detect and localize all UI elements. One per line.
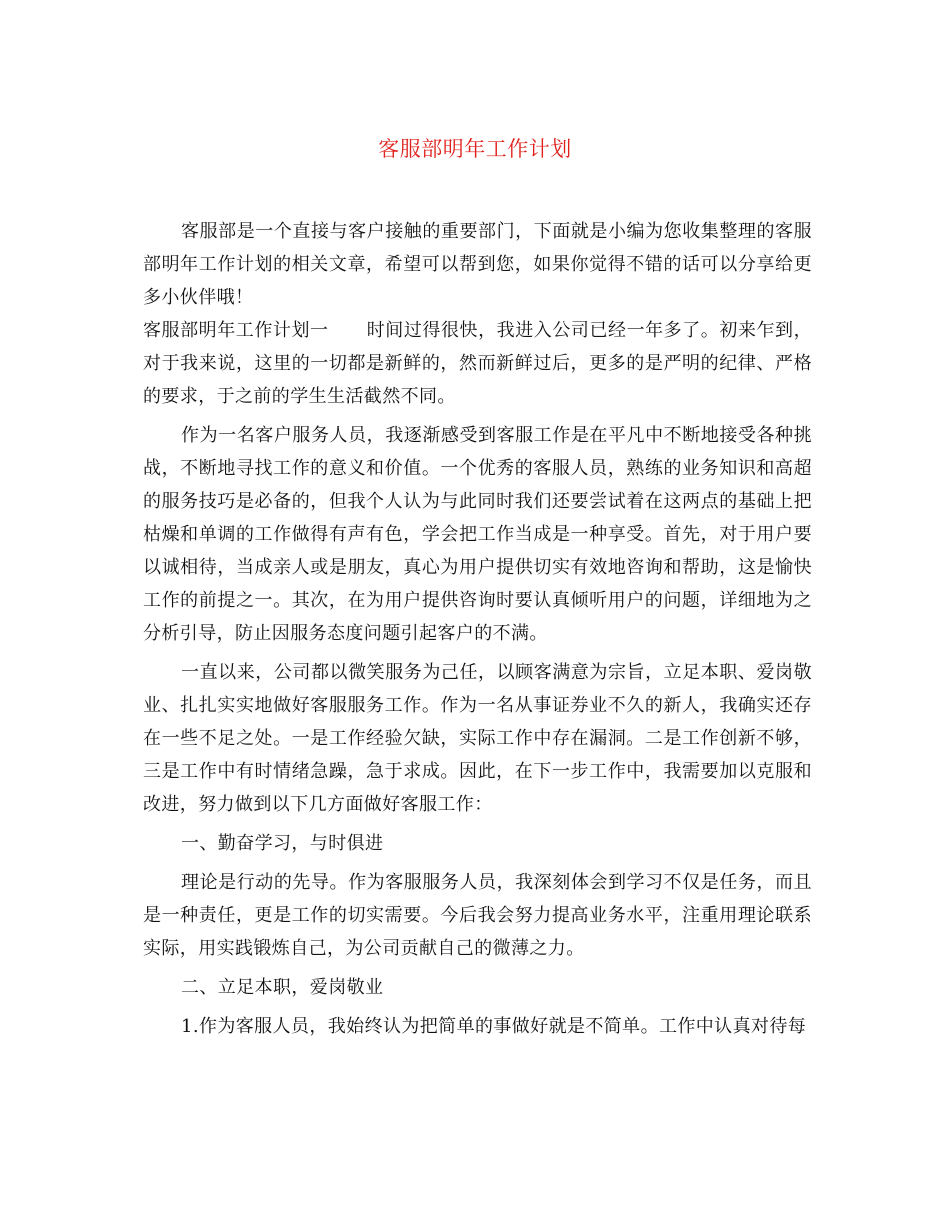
document-body: [143, 215, 812, 1043]
subheading-2: 二、立足本职，爱岗敬业: [181, 977, 384, 998]
section-text: 时间过得很快，我进入公司已经一年多了。初来乍到，对于我来说，这里的一切都是新鲜的，然而新鲜过后，更多的是严明的纪律、严格的要求，于之前的学生生活截然不同。: [143, 320, 812, 407]
intro-paragraph: 客服部是一个直接与客户接触的重要部门，下面就是小编为您收集整理的客服部明年工作计划的相关文章，希望可以帮到您，如果你觉得不错的话可以分享给更多小伙伴哦！: [143, 221, 812, 308]
section-label: 客服部明年工作计划一: [143, 320, 329, 341]
section-paragraph: [143, 314, 812, 413]
body-paragraph-4: 理论是行动的先导。作为客服服务人员，我深刻体会到学习不仅是任务，而且是一种责任，更是工作的切实需要。今后我会努力提高业务水平，注重用理论联系实际，用实践锻炼自己，为公司贡献自己的微薄之力。: [143, 872, 812, 959]
body-paragraph-2: 作为一名客户服务人员，我逐渐感受到客服工作是在平凡中不断地接受各种挑战，不断地寻找工作的意义和价值。一个优秀的客服人员，熟练的业务知识和高超的服务技巧是必备的，但我个人认为与此同时我们还要尝试着在这两点的基础上把枯燥和单调的工作做得有声有色，学会把工作当成是一种享受。首先，对于用户要以诚相待，当成亲人或是朋友，真心为用户提供切实有效地咨询和帮助，这是愉快工作的前提之一。其次，在为用户提供咨询时要认真倾听用户的问题，详细地为之分析引导，防止因服务态度问题引起客户的不满。: [143, 425, 812, 644]
document-title: 客服部明年工作计划: [378, 137, 572, 161]
subheading-1: 一、勤奋学习，与时俱进: [181, 833, 384, 854]
body-paragraph-5: 1.作为客服人员，我始终认为把简单的事做好就是不简单。工作中认真对待每: [181, 1016, 807, 1037]
body-paragraph-3: 一直以来，公司都以微笑服务为己任，以顾客满意为宗旨，立足本职、爱岗敬业、扎扎实实地做好客服服务工作。作为一名从事证券业不久的新人，我确实还存在一些不足之处。一是工作经验欠缺，实际工作中存在漏洞。二是工作创新不够，三是工作中有时情绪急躁，急于求成。因此，在下一步工作中，我需要加以克服和改进，努力做到以下几方面做好客服工作：: [143, 662, 812, 815]
